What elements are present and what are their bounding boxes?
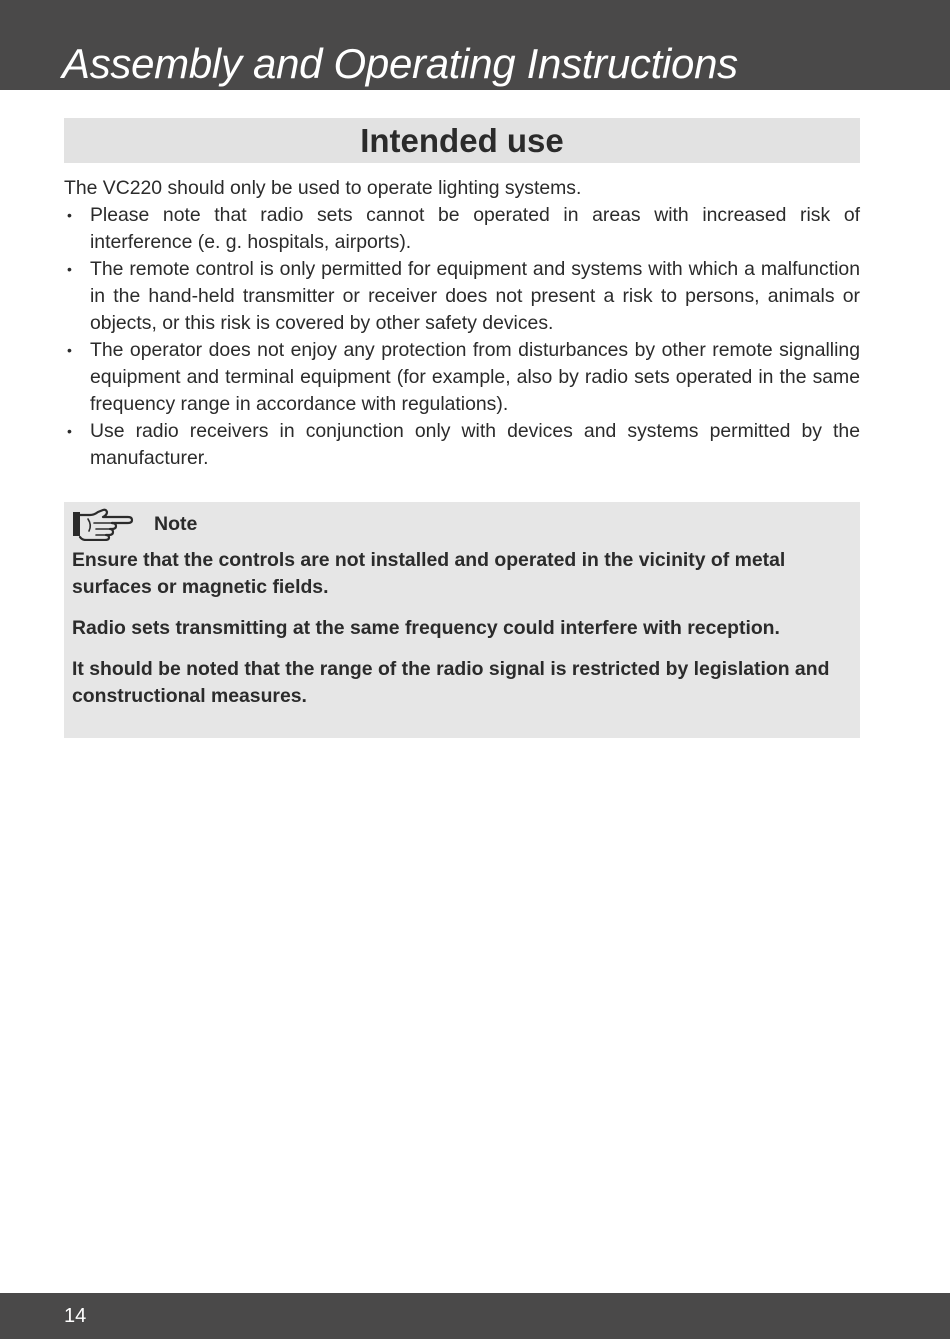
bullet-marker: • [67,342,72,358]
bullet-text: Please note that radio sets cannot be operated in areas with increased risk of interference (e. g. hospitals, airports). [90,204,860,253]
bullet-item [64,337,860,418]
note-paragraphs [72,547,854,724]
bullet-marker: • [67,207,72,223]
bullet-list [64,202,860,472]
bullet-marker: • [67,261,72,277]
intro-paragraph: The VC220 should only be used to operate lighting systems. [64,177,582,199]
bullet-text: The operator does not enjoy any protection from disturbances by other remote signalling equipment and terminal equipment (for example, also by radio sets operated in the same frequency range in accordance with regulations). [90,339,860,415]
section-title: Intended use [360,122,564,159]
note-label: Note [154,512,198,535]
page-number: 14 [64,1305,87,1327]
document-title: Assembly and Operating Instructions [62,40,738,87]
section-heading-bar [64,118,860,163]
bullet-item [64,256,860,337]
note-box [64,502,860,738]
body-text [64,175,860,472]
note-paragraph: It should be noted that the range of the radio signal is restricted by legislation and constructional measures. [72,658,830,707]
bullet-text: The remote control is only permitted for equipment and systems with which a malfunction in the hand-held transmitter or receiver does not present a risk to persons, animals or objects, or this risk is covered by other safety devices. [90,258,860,334]
bullet-item [64,202,860,256]
header-band [0,0,950,90]
bullet-marker: • [67,423,72,439]
pointing-hand-icon [72,507,134,541]
bullet-text: Use radio receivers in conjunction only with devices and systems permitted by the manufacturer. [90,420,860,469]
note-header [72,506,197,542]
note-paragraph: Radio sets transmitting at the same frequency could interfere with reception. [72,617,780,639]
note-paragraph: Ensure that the controls are not installed and operated in the vicinity of metal surfaces or magnetic fields. [72,549,786,598]
footer-band [0,1293,950,1339]
bullet-item [64,418,860,472]
